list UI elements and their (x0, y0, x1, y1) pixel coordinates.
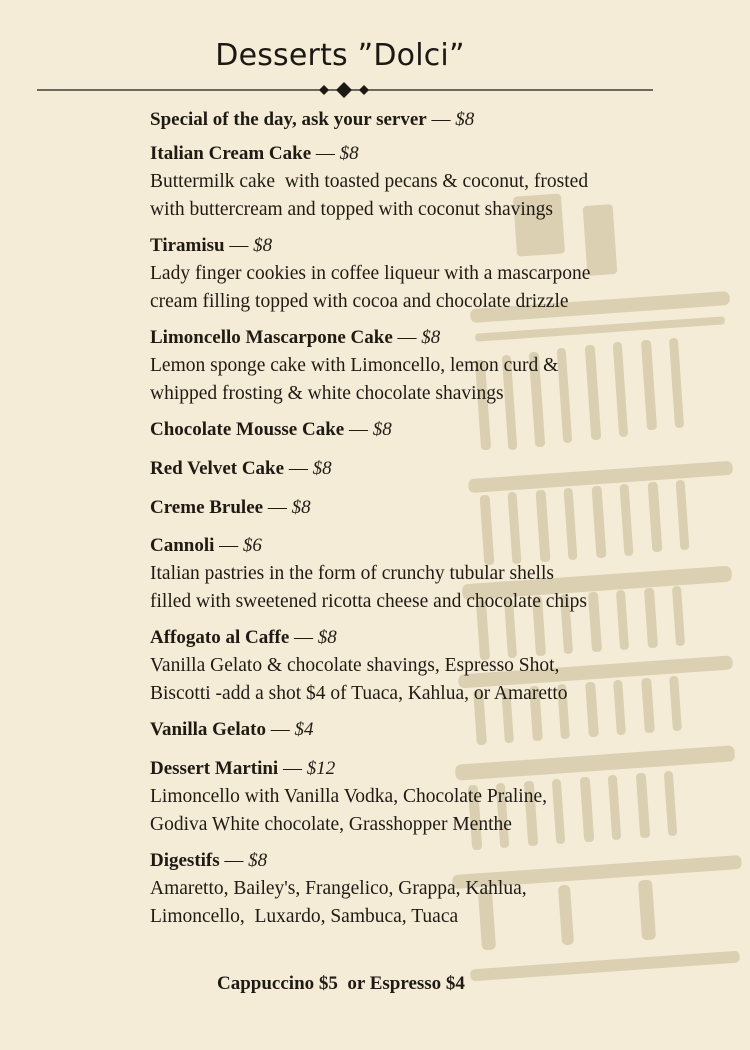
menu-title: Desserts ”Dolci” (215, 38, 465, 73)
price-separator: — (289, 627, 318, 648)
item-price: $8 (421, 327, 441, 348)
menu-item-vanilla-gelato (150, 718, 670, 742)
item-price: $8 (248, 850, 268, 871)
menu-item-limoncello-mascarpone-cake (150, 326, 670, 408)
item-name: Digestifs (150, 850, 220, 871)
menu-item-italian-cream-cake (150, 142, 670, 224)
item-name: Affogato al Caffe (150, 627, 290, 648)
price-separator: — (265, 719, 295, 740)
item-name: Chocolate Mousse Cake (150, 419, 345, 440)
item-price: $6 (242, 535, 262, 556)
price-separator: — (284, 458, 313, 479)
menu-item-chocolate-mousse-cake (150, 418, 670, 442)
price-separator: — (224, 235, 254, 256)
item-price: $8 (253, 235, 273, 256)
item-price: $8 (455, 109, 475, 130)
item-name: Special of the day, ask your server (150, 109, 427, 130)
price-separator: — (344, 419, 373, 440)
price-separator: — (392, 327, 422, 348)
menu-item-digestifs (150, 849, 670, 931)
item-price: $8 (372, 419, 392, 440)
menu-item-special (150, 108, 670, 132)
price-separator: — (219, 850, 249, 871)
price-separator: — (214, 535, 243, 556)
price-separator: — (426, 109, 456, 130)
item-name: Red Velvet Cake (150, 458, 285, 479)
item-price: $8 (312, 458, 332, 479)
menu-item-cannoli (150, 534, 670, 616)
menu-item-red-velvet-cake (150, 457, 670, 481)
item-description: Lemon sponge cake with Limoncello, lemon curd & whipped frosting & white chocolate shavings (150, 355, 559, 404)
item-description: Italian pastries in the form of crunchy tubular shells filled with sweetened ricotta cheese and chocolate chips (150, 563, 587, 612)
item-description: Lady finger cookies in coffee liqueur with a mascarpone cream filling topped with cocoa and chocolate drizzle (150, 263, 591, 312)
item-description: Vanilla Gelato & chocolate shavings, Espresso Shot, Biscotti -add a shot $4 of Tuaca, Kahlua, or Amaretto (150, 655, 568, 704)
item-name: Dessert Martini (150, 758, 279, 779)
item-description: Amaretto, Bailey's, Frangelico, Grappa, Kahlua, Limoncello, Luxardo, Sambuca, Tuaca (150, 878, 527, 927)
menu-header (0, 38, 690, 73)
item-price: $8 (317, 627, 337, 648)
item-price: $8 (339, 143, 359, 164)
item-name: Vanilla Gelato (150, 719, 266, 740)
price-separator: — (263, 497, 292, 518)
item-price: $12 (306, 758, 336, 779)
item-price: $4 (294, 719, 314, 740)
price-separator: — (278, 758, 307, 779)
item-description: Buttermilk cake with toasted pecans & coconut, frosted with buttercream and topped with coconut shavings (150, 171, 589, 220)
coffee-footer: Cappuccino $5 or Espresso $4 (217, 973, 465, 994)
item-description: Limoncello with Vanilla Vodka, Chocolate Praline, Godiva White chocolate, Grasshopper Menthe (150, 786, 547, 835)
item-name: Tiramisu (150, 235, 225, 256)
menu-item-affogato-al-caffe (150, 626, 670, 708)
item-name: Limoncello Mascarpone Cake (150, 327, 393, 348)
price-separator: — (311, 143, 340, 164)
item-name: Creme Brulee (150, 497, 264, 518)
title-divider (37, 80, 653, 100)
menu-item-creme-brulee (150, 496, 670, 520)
item-name: Cannoli (150, 535, 215, 556)
menu-item-dessert-martini (150, 757, 670, 839)
dessert-menu (150, 108, 670, 941)
menu-item-tiramisu (150, 234, 670, 316)
item-price: $8 (291, 497, 311, 518)
item-name: Italian Cream Cake (150, 143, 312, 164)
